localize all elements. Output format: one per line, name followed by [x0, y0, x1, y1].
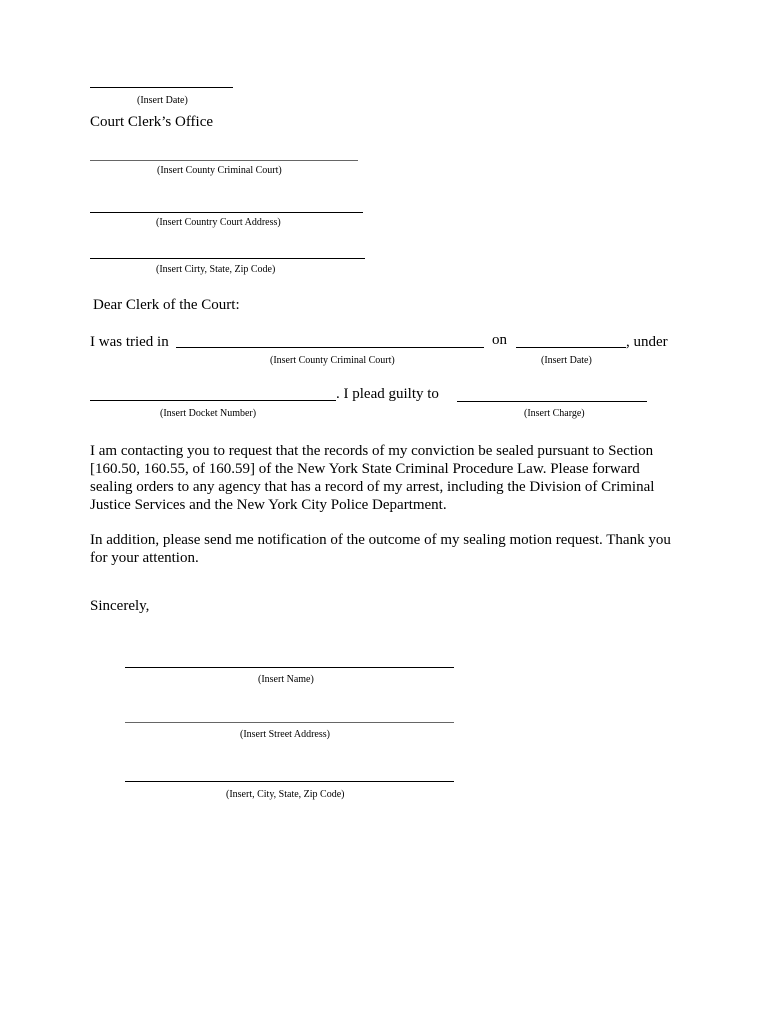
request-paragraph — [90, 442, 690, 514]
request-line-3: sealing orders to any agency that has a record of my arrest, including the Division of Criminal — [90, 479, 655, 495]
street-caption: (Insert Street Address) — [240, 729, 330, 740]
tried-court-line[interactable] — [176, 347, 484, 348]
request-line-1: I am contacting you to request that the records of my conviction be sealed pursuant to Section — [90, 443, 654, 459]
court-city-caption: (Insert Cirty, State, Zip Code) — [156, 264, 276, 275]
street-line[interactable] — [125, 722, 454, 723]
court-city-line[interactable] — [90, 258, 365, 259]
charge-caption: (Insert Charge) — [524, 408, 585, 419]
docket-line[interactable] — [90, 400, 336, 401]
request-line-4: Justice Services and the New York City Police Department. — [90, 497, 447, 513]
docket-caption: (Insert Docket Number) — [160, 408, 257, 419]
signer-city-line[interactable] — [125, 781, 454, 782]
notification-line-1: In addition, please send me notification of the outcome of my sealing motion request. Thank you — [90, 532, 671, 548]
signer-city-caption: (Insert, City, State, Zip Code) — [226, 789, 345, 800]
office-title: Court Clerk’s Office — [90, 114, 214, 130]
name-caption: (Insert Name) — [258, 674, 314, 685]
date-line[interactable] — [90, 87, 233, 88]
notification-line-2: for your attention. — [90, 550, 199, 566]
court-address-line[interactable] — [90, 212, 363, 213]
closing: Sincerely, — [90, 598, 150, 614]
under-label: , under — [626, 334, 668, 350]
tried-date-line[interactable] — [516, 347, 626, 348]
county-court-caption: (Insert County Criminal Court) — [157, 165, 282, 176]
county-court-line[interactable] — [90, 160, 358, 161]
tried-in-label: I was tried in — [90, 334, 169, 350]
plead-guilty-label: . I plead guilty to — [336, 386, 439, 402]
on-label: on — [492, 332, 507, 348]
charge-line[interactable] — [457, 401, 647, 402]
tried-court-caption: (Insert County Criminal Court) — [270, 355, 395, 366]
name-line[interactable] — [125, 667, 454, 668]
court-address-caption: (Insert Country Court Address) — [156, 217, 281, 228]
date-caption: (Insert Date) — [137, 95, 188, 106]
request-line-2: [160.50, 160.55, of 160.59] of the New York State Criminal Procedure Law. Please forward — [90, 461, 640, 477]
tried-date-caption: (Insert Date) — [541, 355, 592, 366]
notification-paragraph — [90, 531, 690, 567]
salutation: Dear Clerk of the Court: — [93, 297, 240, 313]
